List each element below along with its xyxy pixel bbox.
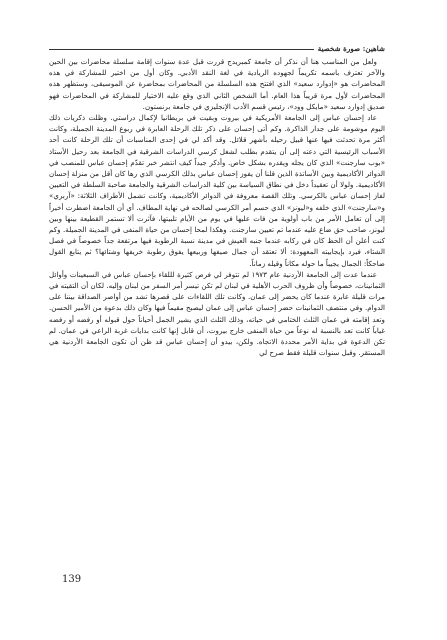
paragraph-1: ولعل من المناسب هنا أن نذكر أن جامعة كمبريدج قررت قبل عدة سنوات إقامة سلسلة محاضرات بين الحين والآخر تعترف باسمه تكريماً لجهوده الريادية في لغة النقد الأدبي. وكان أول من اختير للمشاركة في هذه المحاضرات هو «إدوارد سعيد» الذي افتتح هذه السلسلة من المحاضرات بمحاضرة عن الموسيقى، وستظهر هذه المحاضرات لأول مرة قريباً هذا العام. أما الشخص الثاني الذي وقع عليه الاختيار للمشاركة في المحاضرات فهو صديق إدوارد سعيد «مايكل وود»، رئيس قسم الأدب الإنجليزي في جامعة برنستون.	[49, 57, 385, 111]
paragraph-2: عاد إحسان عباس إلى الجامعة الأمريكية في بيروت وبقيت في بريطانيا لإكمال دراستي. وظلت ذكريات ذلك اليوم موشومة على جدار الذاكرة. وكم أتى إحسان على ذكر تلك الرحلة العابرة في ربوع المدينة الجميلة، وكانت أكثر مرة تحدثت فيها عنها قبيل رحيله بأشهر قلائل. وقد أكد لي في إحدى المناسبات أن تلك الرحلة كانت أحد الأسباب الرئيسية التي دعته إلى أن يتقدم بطلب لشغل كرسي الدراسات الشرقية في الجامعة بعد رحيل الأستاذ «بوب سارجنت» الذي كان يجله ويقدره بشكل خاص. وأذكر جيداً كيف انتشر خبر تقدّم إحسان عباس للمنصب في الدوائر الأكاديمية وبين الأساتذة الذين قلنا أن يفوز إحسان عباس بذلك الكرسي الذي رها كان أقل من منزلة إحسان الأكاديمية. ولولا أن تعقيداً دخل في نطاق السياسة بين كلية الدراسات الشرقية والجامعة صاحبة السلطة في التعيين لفاز إحسان عباس بالكرسي. وتلك القصة معروفة في الدوائر الأكاديمية، وكانت تشمل الأطراف الثلاثة: «آربري» و«سارجنت» الذي خلفه و«ليونز» الذي حسم أمر الكرسي لصالحه في نهاية المطاف. أي أن الجامعة اضطرت أخيراً إلى أن تعامل الأمر من باب أولوية من فات عليها في يوم من الأيام تلبيتها، فآثرت ألا تستمر القطيعة بينها وبين ليونز، صاحب حق ضاع عليه عندما تم تعيين سارجنت. وهكذا لمحا إحسان من حياة المنفى في المدينة الجميلة. وكم كنت أعلن أن الحظ كان في ركابه عندما جنبه العيش في مدينة نسبة الرطوبة فيها مرتفعة جداً خصوصاً في فصل الشتاء، فيرد بإيجابيته المعهودة: ألا تعتقد أن جمال صيفها وربيعها يفوق رطوبة خريفها وشتائها؟ ثم يتابع القول ضاحكاً: الجمال يجيباً ما حوله مكاناً وقيله زماناً.	[49, 113, 385, 268]
body-text	[49, 56, 385, 561]
running-title: شاهين: صورة شخصية	[317, 43, 385, 53]
paragraph-3: عندما عدت إلى الجامعة الأردنية عام ١٩٧٣ لم تتوفر لي فرص كثيرة لللقاء بإحسان عباس في السبعينات وأوائل الثمانينات، خصوصاً وأن ظروف الحرب الأهلية في لبنان لم تكن تيسر أمر السفر من لبنان وإليه. لكان أن التقيته في مرات قليلة عابرة عندما كان يحضر إلى عمان. وكانت تلك اللقاءات على قصرها تشد من أواصر الصداقة بيننا على الدوام. وفي منتصف الثمانينات حضر إحسان عباس إلى عمان ليصبح مقيماً فيها وكان ذلك بدعوة من الأمير الحسن. وتعد إقامته في عمان الثلث الختامي في حياته، وذلك الثلث الذي يشير الجمل أحياناً حول قبوله أو رفضه أو رفضه غياباً كانت تعد بالنسبة له نوعاً من حياة المنفى خارج بيروت، أن قابل إنها كانت بدايات غربة الراعي في عمان. لم تكن الدعوة في بداية الأمر محددة الاتجاه. ولكن، بيدو أن إحسان عباس قد ظن أن تكون الجامعة الأردنية هي المستقر. وقبل سنوات قليلة فقط صرح لي	[49, 269, 385, 358]
header-rule	[49, 49, 314, 50]
page-number: 139	[62, 574, 82, 585]
running-header	[49, 41, 385, 55]
